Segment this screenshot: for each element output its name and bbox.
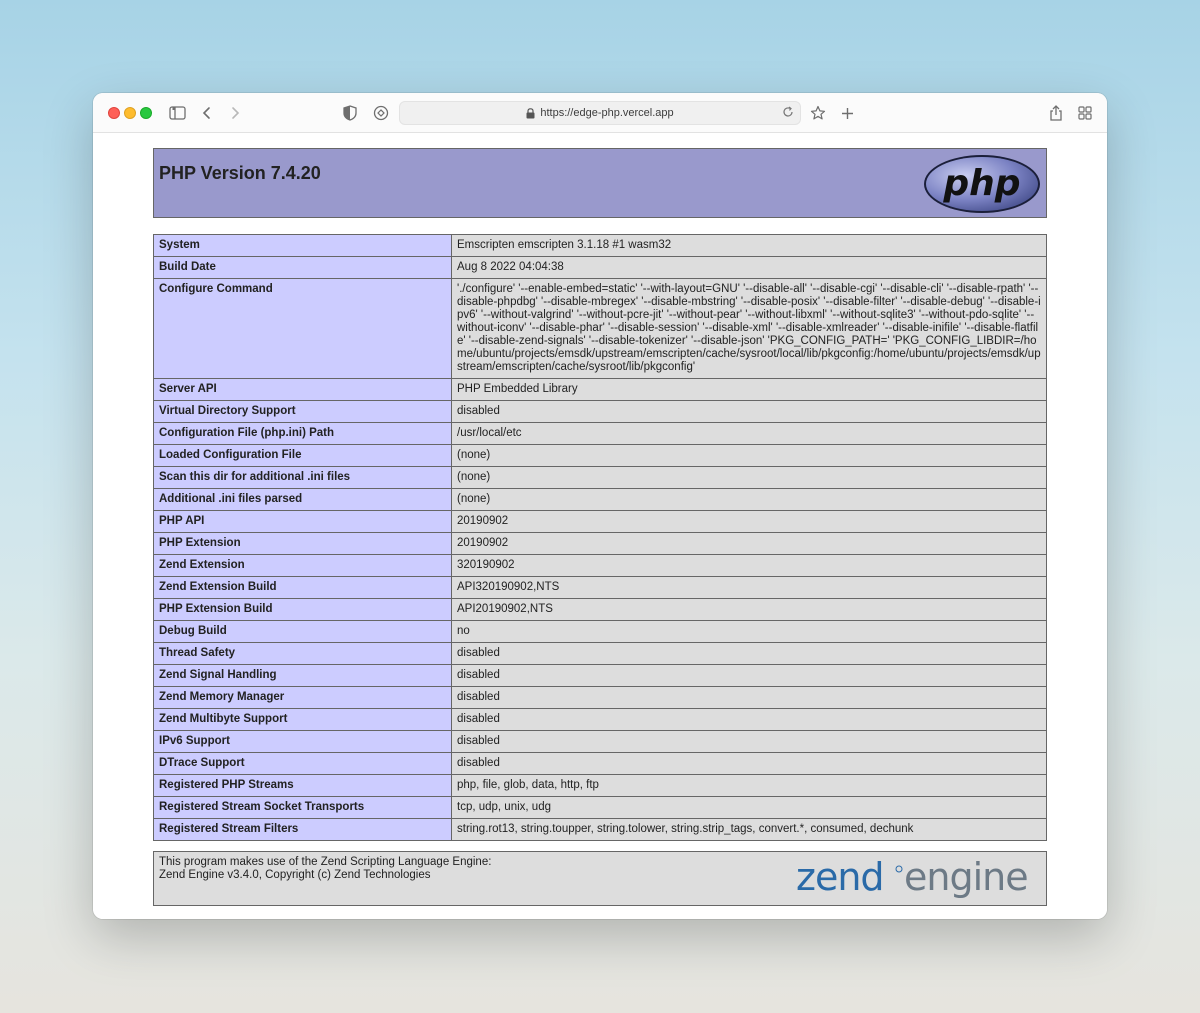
footer-line-1: This program makes use of the Zend Scripting Language Engine: bbox=[159, 856, 492, 868]
row-value: Aug 8 2022 04:04:38 bbox=[452, 257, 1047, 279]
table-row bbox=[154, 643, 1047, 665]
row-key: Build Date bbox=[154, 257, 452, 279]
php-info-table bbox=[153, 234, 1047, 841]
table-row bbox=[154, 621, 1047, 643]
table-row bbox=[154, 687, 1047, 709]
extension-icon[interactable] bbox=[371, 103, 391, 123]
row-value: disabled bbox=[452, 687, 1047, 709]
address-bar[interactable] bbox=[399, 101, 801, 125]
row-key: Zend Extension Build bbox=[154, 577, 452, 599]
table-row bbox=[154, 797, 1047, 819]
row-value: API320190902,NTS bbox=[452, 577, 1047, 599]
table-row bbox=[154, 511, 1047, 533]
table-row bbox=[154, 401, 1047, 423]
row-key: Registered Stream Filters bbox=[154, 819, 452, 841]
reload-icon[interactable] bbox=[782, 106, 794, 121]
row-key: Server API bbox=[154, 379, 452, 401]
row-value: disabled bbox=[452, 643, 1047, 665]
php-version-header bbox=[153, 148, 1047, 218]
table-row bbox=[154, 533, 1047, 555]
privacy-shield-icon[interactable] bbox=[340, 103, 360, 123]
row-key: Configure Command bbox=[154, 279, 452, 379]
row-value: no bbox=[452, 621, 1047, 643]
table-row bbox=[154, 379, 1047, 401]
row-key: DTrace Support bbox=[154, 753, 452, 775]
row-value: string.rot13, string.toupper, string.tolower, string.strip_tags, convert.*, consumed, dechunk bbox=[452, 819, 1047, 841]
back-icon[interactable] bbox=[197, 103, 217, 123]
row-key: Additional .ini files parsed bbox=[154, 489, 452, 511]
row-value: disabled bbox=[452, 753, 1047, 775]
table-row bbox=[154, 775, 1047, 797]
row-value: (none) bbox=[452, 445, 1047, 467]
sidebar-icon[interactable] bbox=[167, 103, 187, 123]
row-value: API20190902,NTS bbox=[452, 599, 1047, 621]
php-logo-text: php bbox=[943, 163, 1021, 204]
engine-logo-text: engine bbox=[904, 856, 1028, 899]
table-row bbox=[154, 555, 1047, 577]
row-value: disabled bbox=[452, 665, 1047, 687]
row-key: PHP Extension Build bbox=[154, 599, 452, 621]
lock-icon bbox=[526, 108, 535, 119]
table-row bbox=[154, 423, 1047, 445]
table-row bbox=[154, 665, 1047, 687]
row-key: Registered PHP Streams bbox=[154, 775, 452, 797]
row-key: Zend Extension bbox=[154, 555, 452, 577]
minimize-window-button[interactable] bbox=[124, 107, 136, 119]
row-key: PHP API bbox=[154, 511, 452, 533]
row-key: IPv6 Support bbox=[154, 731, 452, 753]
row-key: Zend Multibyte Support bbox=[154, 709, 452, 731]
row-key: PHP Extension bbox=[154, 533, 452, 555]
row-key: Configuration File (php.ini) Path bbox=[154, 423, 452, 445]
row-value: disabled bbox=[452, 731, 1047, 753]
tab-overview-icon[interactable] bbox=[1075, 103, 1095, 123]
table-row bbox=[154, 467, 1047, 489]
row-value: 20190902 bbox=[452, 533, 1047, 555]
row-value: disabled bbox=[452, 709, 1047, 731]
row-key: Zend Memory Manager bbox=[154, 687, 452, 709]
row-value: 20190902 bbox=[452, 511, 1047, 533]
zend-engine-footer bbox=[153, 851, 1047, 906]
table-row bbox=[154, 709, 1047, 731]
row-value: disabled bbox=[452, 401, 1047, 423]
table-row bbox=[154, 235, 1047, 257]
row-value: PHP Embedded Library bbox=[452, 379, 1047, 401]
row-key: Registered Stream Socket Transports bbox=[154, 797, 452, 819]
table-row bbox=[154, 445, 1047, 467]
forward-icon[interactable] bbox=[225, 103, 245, 123]
zend-logo-text: zend bbox=[796, 856, 884, 899]
browser-toolbar bbox=[93, 93, 1107, 133]
browser-window bbox=[93, 93, 1107, 919]
table-row bbox=[154, 753, 1047, 775]
row-key: Zend Signal Handling bbox=[154, 665, 452, 687]
table-row bbox=[154, 489, 1047, 511]
row-value: './configure' '--enable-embed=static' '--with-layout=GNU' '--disable-all' '--disable-cgi' '--disable-cli' '--disable-rpath' '--disable-phpdbg' '--disable-mbregex' '--disable-mbstring' '--disable-posix' '--disable-filter' '--disable-debug' '--disable-ipv6' '--without-valgrind' '--without-pcre-jit' '--without-pear' '--without-libxml' '--without-sqlite3' '--without-pdo-sqlite' '--without-iconv' '--disable-phar' '--disable-session' '--disable-xml' '--disable-xmlreader' '--disable-inifile' '--disable-flatfile' '--disable-zend-signals' '--disable-tokenizer' '--disable-json' 'PKG_CONFIG_PATH=' 'PKG_CONFIG_LIBDIR=/home/ubuntu/projects/emsdk/upstream/emscripten/cache/sysroot/local/lib/pkgconfig:/home/ubuntu/projects/emsdk/upstream/emscripten/cache/sysroot/lib/pkgconfig' bbox=[452, 279, 1047, 379]
row-value: 320190902 bbox=[452, 555, 1047, 577]
table-row bbox=[154, 577, 1047, 599]
table-row bbox=[154, 279, 1047, 379]
share-icon[interactable] bbox=[1046, 103, 1066, 123]
new-tab-icon[interactable] bbox=[837, 103, 857, 123]
php-logo bbox=[922, 153, 1042, 215]
row-value: /usr/local/etc bbox=[452, 423, 1047, 445]
close-window-button[interactable] bbox=[108, 107, 120, 119]
table-row bbox=[154, 599, 1047, 621]
page-title: PHP Version 7.4.20 bbox=[159, 163, 321, 183]
row-value: Emscripten emscripten 3.1.18 #1 wasm32 bbox=[452, 235, 1047, 257]
row-value: (none) bbox=[452, 489, 1047, 511]
row-key: System bbox=[154, 235, 452, 257]
table-row bbox=[154, 257, 1047, 279]
footer-line-2: Zend Engine v3.4.0, Copyright (c) Zend Technologies bbox=[159, 869, 431, 881]
page-content bbox=[93, 133, 1107, 919]
url-text: https://edge-php.vercel.app bbox=[540, 107, 674, 119]
row-key: Debug Build bbox=[154, 621, 452, 643]
row-value: (none) bbox=[452, 467, 1047, 489]
table-row bbox=[154, 731, 1047, 753]
row-value: php, file, glob, data, http, ftp bbox=[452, 775, 1047, 797]
row-key: Scan this dir for additional .ini files bbox=[154, 467, 452, 489]
table-row bbox=[154, 819, 1047, 841]
zend-engine-logo bbox=[796, 856, 1040, 902]
row-value: tcp, udp, unix, udg bbox=[452, 797, 1047, 819]
row-key: Loaded Configuration File bbox=[154, 445, 452, 467]
bookmark-star-icon[interactable] bbox=[808, 103, 828, 123]
row-key: Virtual Directory Support bbox=[154, 401, 452, 423]
row-key: Thread Safety bbox=[154, 643, 452, 665]
zoom-window-button[interactable] bbox=[140, 107, 152, 119]
